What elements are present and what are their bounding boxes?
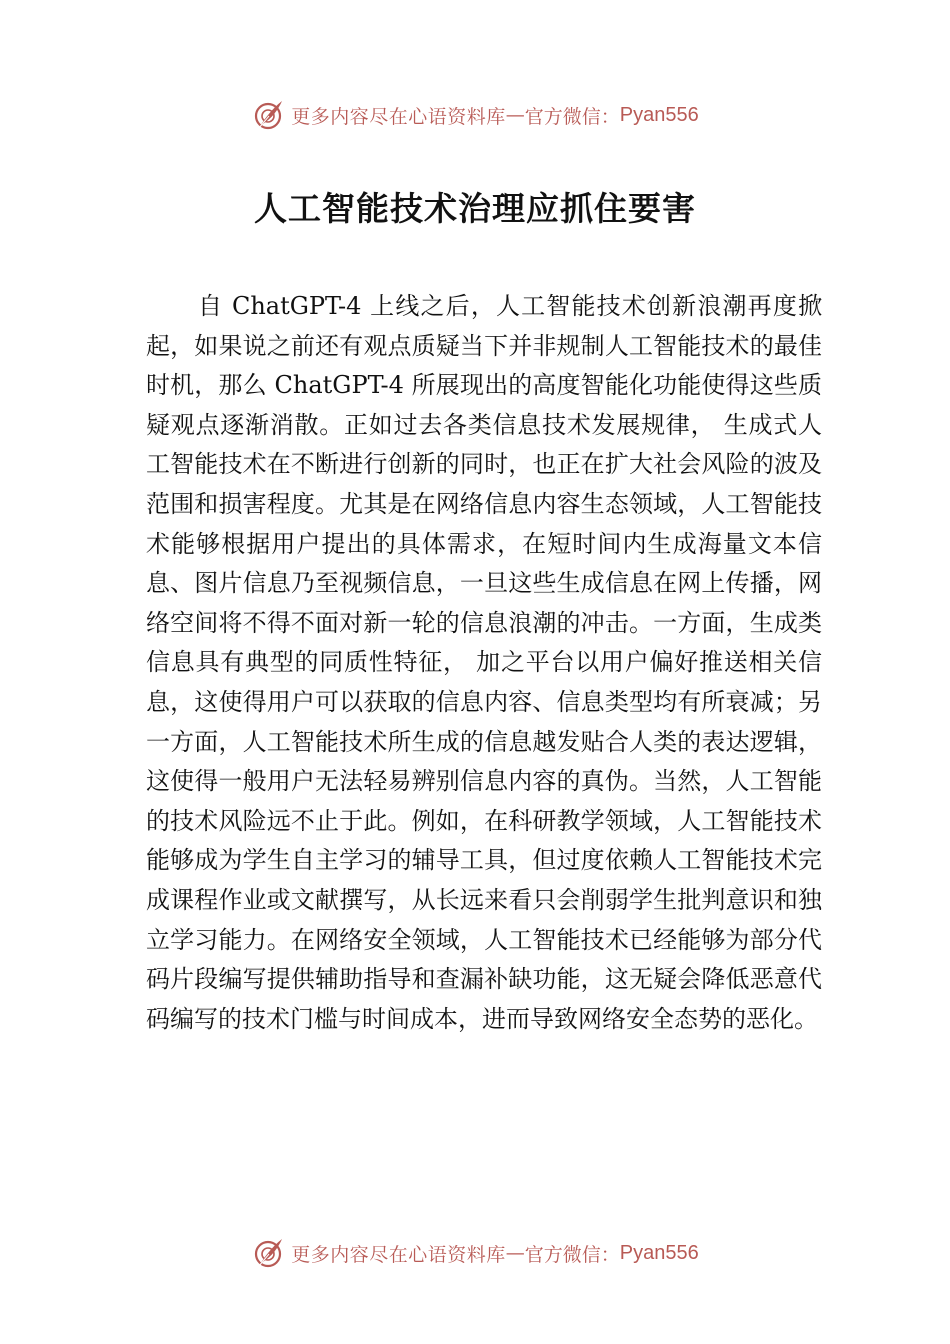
banner-wechat-label: 官方微信： <box>524 1243 620 1266</box>
feather-quill-logo-icon <box>251 1236 285 1270</box>
banner-wechat-id: Pyan556 <box>619 103 699 126</box>
banner-separator: — <box>505 1242 525 1264</box>
banner-text: 更多内容尽在心语资料库 <box>291 1243 506 1266</box>
feather-quill-logo-icon <box>251 98 285 132</box>
banner-separator: — <box>505 104 525 126</box>
banner-wechat-label: 官方微信： <box>524 105 620 128</box>
banner-wechat-id: Pyan556 <box>619 1241 699 1264</box>
footer-watermark-banner <box>0 1233 950 1273</box>
header-watermark-banner <box>0 95 950 135</box>
body-paragraph: 自 ChatGPT-4 上线之后，人工智能技术创新浪潮再度掀起，如果说之前还有观点质疑当下并非规制人工智能技术的最佳时机，那么 ChatGPT-4 所展现出的高度智能化功能使得这些质疑观点逐渐消散。正如过去各类信息技术发展规律， 生成式人工智能技术在不断进行创新的同时，也正在扩大社会风险的波及范围和损害程度。尤其是在网络信息内容生态领域，人工智能技术能够根据用户提出的具体需求，在短时间内生成海量文本信息、图片信息乃至视频信息，一旦这些生成信息在网上传播，网络空间将不得不面对新一轮的信息浪潮的冲击。一方面，生成类信息具有典型的同质性特征， 加之平台以用户偏好推送相关信息，这使得用户可以获取的信息内容、信息类型均有所衰减；另一方面，人工智能技术所生成的信息越发贴合人类的表达逻辑，这使得一般用户无法轻易辨别信息内容的真伪。当然，人工智能的技术风险远不止于此。例如，在科研教学领域，人工智能技术能够成为学生自主学习的辅导工具，但过度依赖人工智能技术完成课程作业或文献撰写，从长远来看只会削弱学生批判意识和独立学习能力。在网络安全领域，人工智能技术已经能够为部分代码片段编写提供辅助指导和查漏补缺功能，这无疑会降低恶意代码编写的技术门槛与时间成本，进而导致网络安全态势的恶化。 <box>146 292 822 1033</box>
document-title: 人工智能技术治理应抓住要害 <box>254 189 696 228</box>
banner-text: 更多内容尽在心语资料库 <box>291 105 506 128</box>
